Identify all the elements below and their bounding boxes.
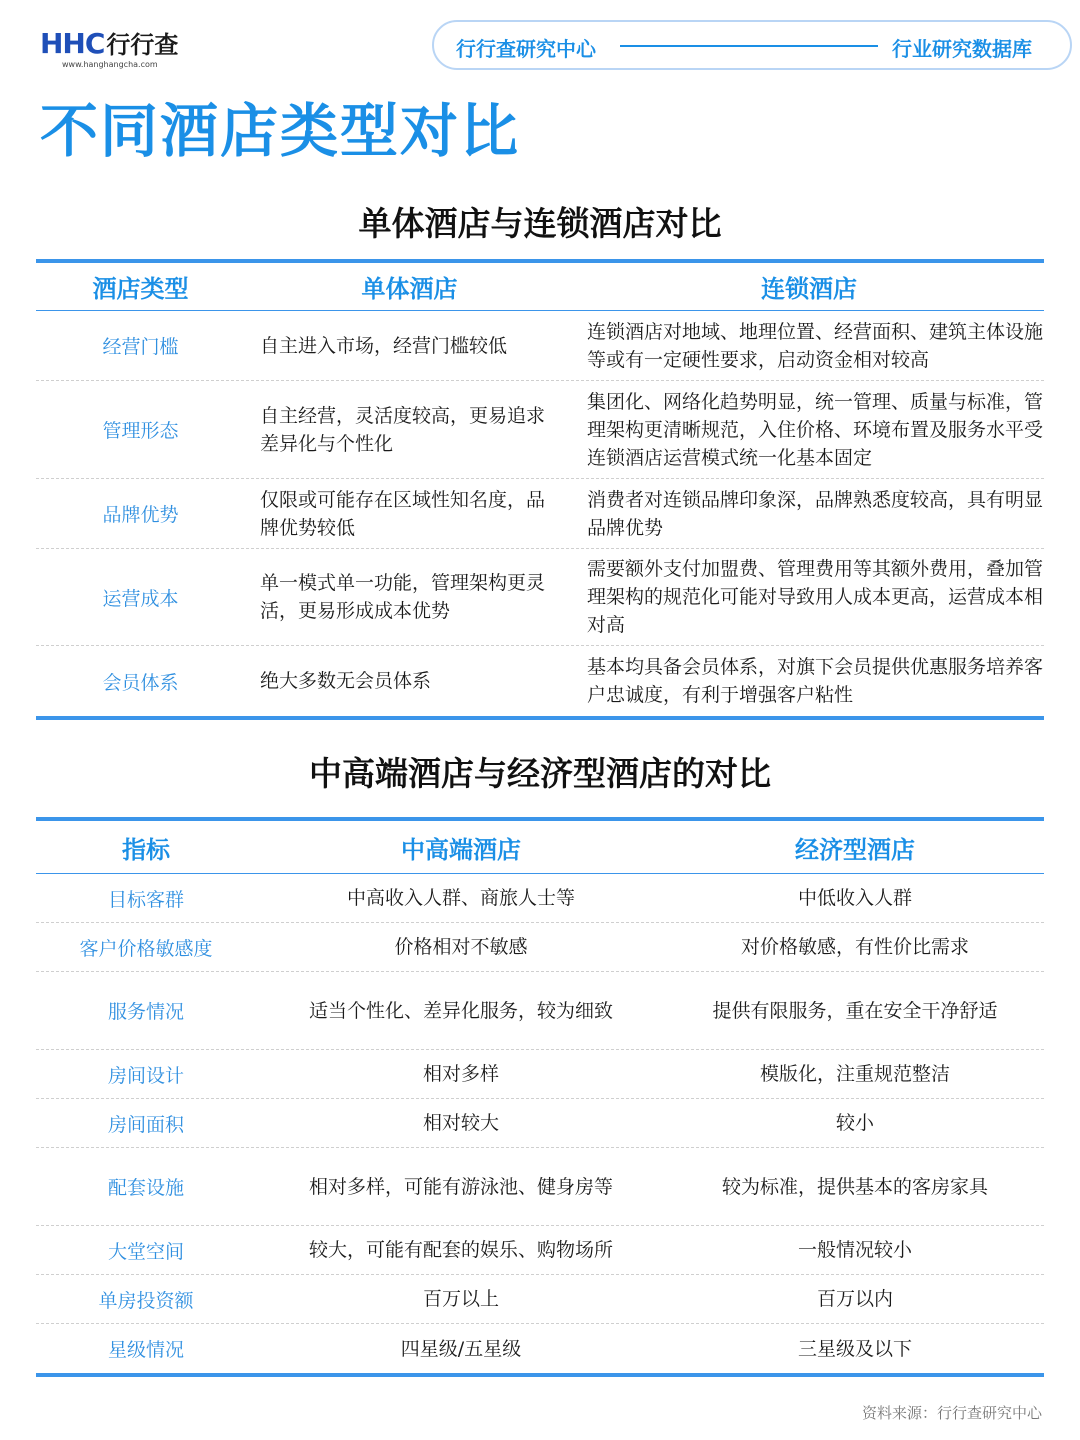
table-row: [36, 1099, 1044, 1148]
table2-header-midhigh: 中高端酒店: [401, 835, 521, 864]
page-title: 不同酒店类型对比: [40, 97, 521, 165]
logo-mark-text: HHC: [40, 27, 105, 60]
row-label: 经营门槛: [102, 336, 179, 358]
cell-midhigh: 价格相对不敏感: [394, 936, 528, 958]
table-row: [36, 1050, 1044, 1099]
row-label: 品牌优势: [102, 504, 179, 526]
cell-single: 自主经营，灵活度较高，更易追求差异化与个性化: [260, 404, 546, 455]
table1-header-single: 单体酒店: [361, 275, 458, 303]
table-row: [36, 1226, 1044, 1275]
header-divider-line: [620, 45, 878, 47]
table-row: [36, 1275, 1044, 1324]
row-label: 房间设计: [107, 1064, 184, 1087]
cell-economy: 提供有限服务，重在安全干净舒适: [712, 999, 998, 1022]
row-label: 客户价格敏感度: [79, 937, 213, 960]
logo-name: 行行查: [106, 31, 179, 59]
cell-midhigh: 四星级/五星级: [400, 1337, 522, 1360]
row-label: 大堂空间: [107, 1240, 184, 1263]
cell-economy: 模版化，注重规范整洁: [759, 1063, 950, 1085]
cell-single: 单一模式单一功能，管理架构更灵活，更易形成成本优势: [260, 572, 546, 622]
row-label: 房间面积: [107, 1113, 184, 1136]
cell-midhigh: 相对多样，可能有游泳池、健身房等: [308, 1175, 613, 1198]
table1-header-row: [36, 263, 1044, 311]
logo: [40, 28, 200, 72]
table-row: [36, 874, 1044, 923]
cell-midhigh: 相对较大: [422, 1112, 499, 1134]
cell-chain: 消费者对连锁品牌印象深，品牌熟悉度较高，具有明显品牌优势: [587, 488, 1044, 539]
row-label: 目标客群: [107, 888, 184, 911]
table2-header-row: [36, 821, 1044, 874]
table2-header-economy: 经济型酒店: [795, 835, 915, 864]
cell-economy: 对价格敏感，有性价比需求: [740, 936, 969, 958]
header-left-text: 行行查研究中心: [456, 37, 596, 61]
row-label: 运营成本: [102, 587, 179, 610]
cell-economy: 三星级及以下: [797, 1337, 912, 1360]
table-row: [36, 381, 1044, 479]
cell-chain: 集团化、网络化趋势明显，统一管理、质量与标准，管理架构更清晰规范，入住价格、环境布置及服务水平受连锁酒店运营模式统一化基本固定: [587, 390, 1044, 469]
cell-midhigh: 中高收入人群、商旅人士等: [346, 887, 575, 909]
cell-single: 自主进入市场，经营门槛较低: [260, 334, 508, 357]
cell-chain: 需要额外支付加盟费、管理费用等其额外费用，叠加管理架构的规范化可能对导致用人成本更高，运营成本相对高: [587, 558, 1044, 636]
row-label: 单房投资额: [98, 1289, 194, 1312]
table-row: [36, 972, 1044, 1050]
cell-midhigh: 相对多样: [422, 1063, 499, 1085]
cell-single: 绝大多数无会员体系: [260, 670, 432, 692]
row-label: 配套设施: [107, 1177, 184, 1199]
header-right-text: 行业研究数据库: [892, 37, 1032, 61]
table1-title: 单体酒店与连锁酒店对比: [358, 204, 722, 243]
cell-economy: 中低收入人群: [797, 887, 912, 909]
logo-mark: [40, 28, 178, 61]
table-row: [36, 549, 1044, 646]
source-note: 资料来源：行行查研究中心: [861, 1404, 1042, 1422]
table-row: [36, 923, 1044, 972]
header-banner: [432, 20, 1072, 70]
table-row: [36, 1324, 1044, 1373]
cell-economy: 较小: [835, 1112, 874, 1134]
row-label: 会员体系: [102, 671, 179, 694]
cell-economy: 较为标准，提供基本的客房家具: [721, 1175, 988, 1198]
row-label: 星级情况: [107, 1339, 184, 1361]
row-label: 管理形态: [102, 420, 179, 442]
cell-midhigh: 适当个性化、差异化服务，较为细致: [308, 999, 613, 1022]
table-row: [36, 479, 1044, 549]
row-label: 服务情况: [107, 1001, 184, 1023]
table-row: [36, 646, 1044, 716]
cell-economy: 百万以内: [816, 1288, 893, 1310]
table1-header-type: 酒店类型: [92, 275, 189, 303]
logo-url: www.hanghangcha.com: [62, 60, 158, 69]
cell-chain: 基本均具备会员体系，对旗下会员提供优惠服务培养客户忠诚度，有利于增强客户粘性: [587, 656, 1044, 706]
table-row: [36, 1148, 1044, 1226]
table1: [36, 259, 1044, 720]
cell-single: 仅限或可能存在区域性知名度，品牌优势较低: [260, 488, 546, 539]
table2-title: 中高端酒店与经济型酒店的对比: [309, 754, 771, 793]
cell-midhigh: 较大，可能有配套的娱乐、购物场所: [308, 1239, 613, 1261]
table2: [36, 817, 1044, 1377]
cell-chain: 连锁酒店对地域、地理位置、经营面积、建筑主体设施等或有一定硬性要求，启动资金相对较高: [587, 320, 1044, 371]
table2-header-metric: 指标: [122, 835, 170, 864]
cell-midhigh: 百万以上: [422, 1288, 499, 1310]
table1-header-chain: 连锁酒店: [761, 275, 857, 303]
table-row: [36, 311, 1044, 381]
cell-economy: 一般情况较小: [797, 1239, 912, 1261]
